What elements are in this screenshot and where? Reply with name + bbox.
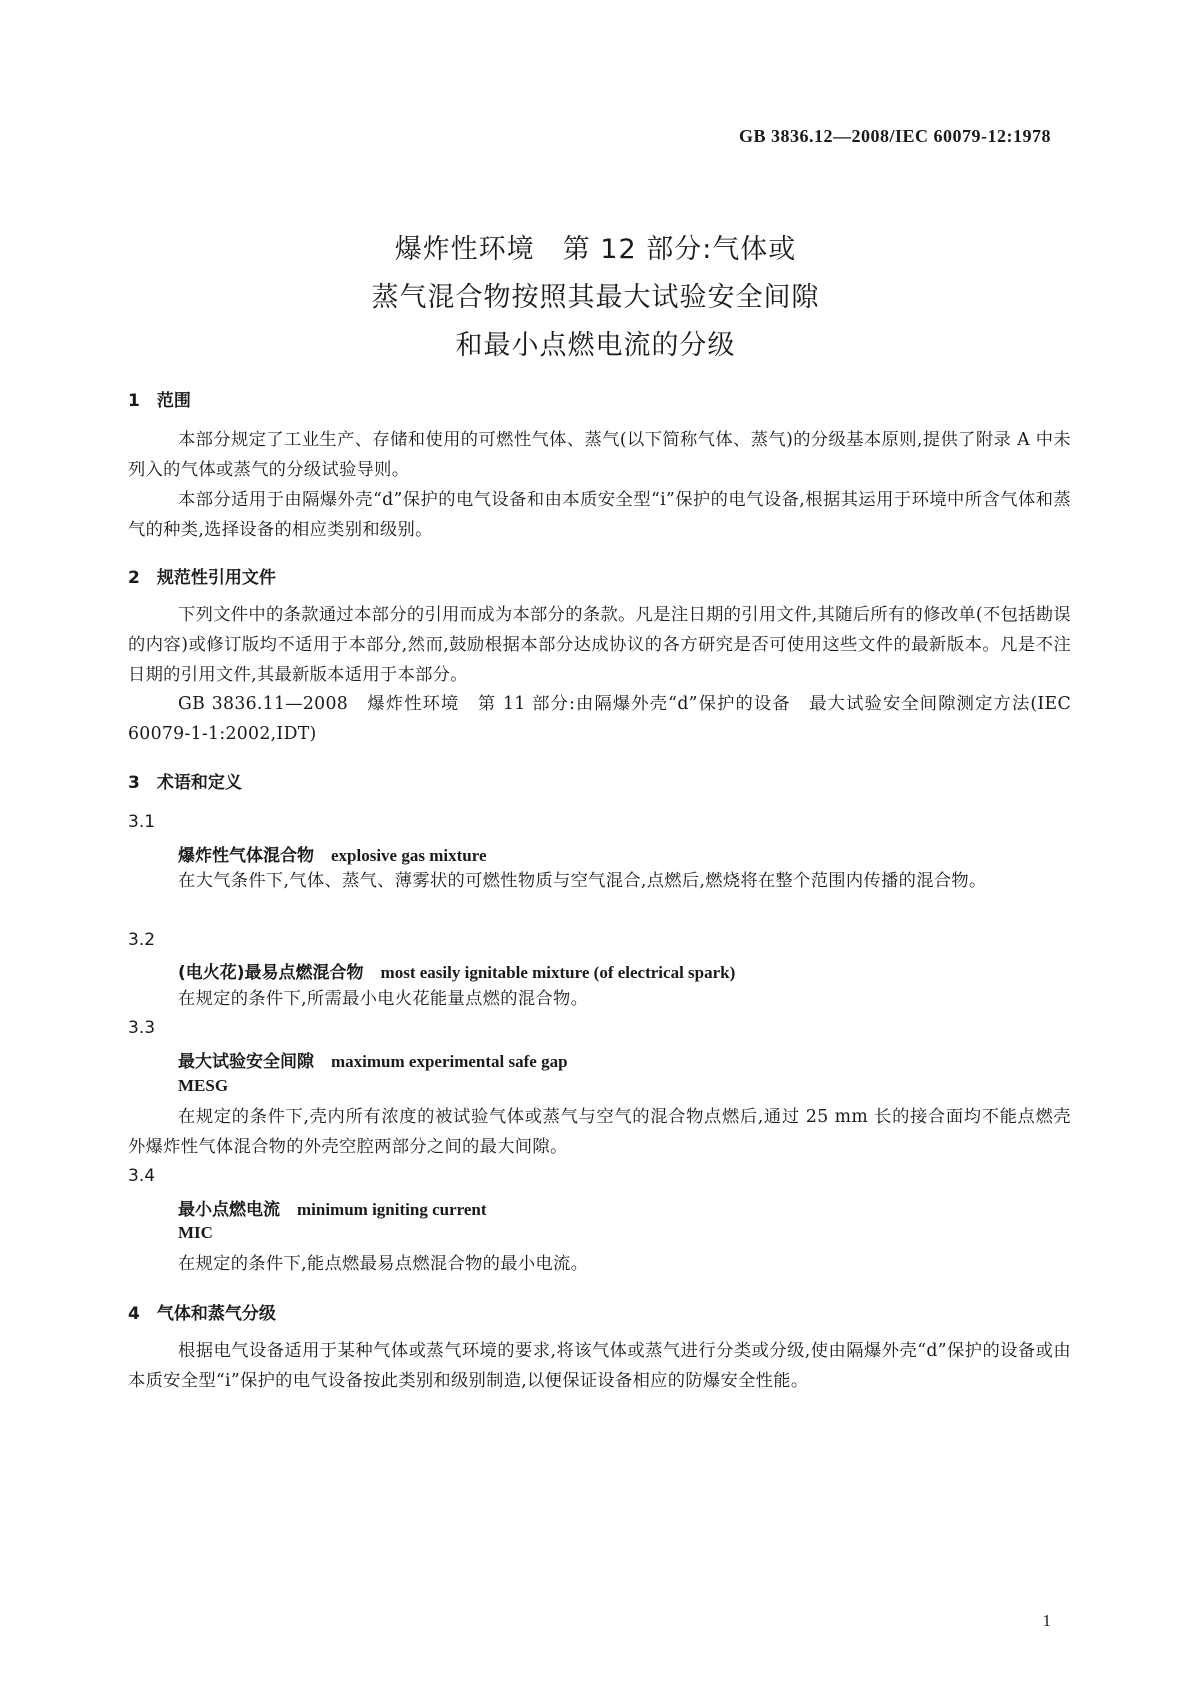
section-1-heading: 1 范围 — [128, 391, 191, 411]
term-heading — [178, 1195, 487, 1220]
term-definition: 在规定的条件下,壳内所有浓度的被试验气体或蒸气与空气的混合物点燃后,通过 25 mm 长的接合面均不能点燃壳外爆炸性气体混合物的外壳空腔两部分之间的最大间隙。 — [128, 1107, 1071, 1157]
term-heading — [178, 1047, 568, 1072]
document-title — [0, 226, 1191, 370]
term-heading — [178, 841, 487, 866]
title-line-3: 和最小点燃电流的分级 — [455, 330, 736, 361]
term-abbreviation: MIC — [178, 1223, 213, 1242]
term-chinese: 爆炸性气体混合物 — [178, 846, 314, 866]
clause-number: 3.2 — [128, 930, 156, 950]
term-definition: 在大气条件下,气体、蒸气、薄雾状的可燃性物质与空气混合,点燃后,燃烧将在整个范围内传播的混合物。 — [178, 871, 987, 891]
section-2-reference: GB 3836.11—2008 爆炸性环境 第 11 部分:由隔爆外壳“d”保护的设备 最大试验安全间隙测定方法(IEC 60079-1-1:2002,IDT) — [128, 694, 1071, 744]
standard-code: GB 3836.12—2008/IEC 60079-12:1978 — [738, 126, 1051, 146]
term-chinese: 最小点燃电流 — [178, 1200, 280, 1220]
term-english: maximum experimental safe gap — [331, 1052, 568, 1071]
section-4-heading: 4 气体和蒸气分级 — [128, 1304, 276, 1324]
section-1-paragraph-1: 本部分规定了工业生产、存储和使用的可燃性气体、蒸气(以下简称气体、蒸气)的分级基本原则,提供了附录 A 中未列入的气体或蒸气的分级试验导则。 — [128, 430, 1071, 480]
section-1-paragraph-2: 本部分适用于由隔爆外壳“d”保护的电气设备和由本质安全型“i”保护的电气设备,根据其运用于环境中所含气体和蒸气的种类,选择设备的相应类别和级别。 — [128, 490, 1071, 540]
section-2-heading: 2 规范性引用文件 — [128, 568, 276, 588]
section-4-paragraph-1: 根据电气设备适用于某种气体或蒸气环境的要求,将该气体或蒸气进行分类或分级,使由隔爆外壳“d”保护的设备或由本质安全型“i”保护的电气设备按此类别和级别制造,以便保证设备相应的防爆安全性能。 — [128, 1341, 1071, 1391]
term-chinese: 最大试验安全间隙 — [178, 1052, 314, 1072]
clause-number: 3.4 — [128, 1166, 156, 1186]
page-number: 1 — [1042, 1611, 1051, 1630]
term-abbreviation: MESG — [178, 1076, 229, 1095]
term-definition: 在规定的条件下,所需最小电火花能量点燃的混合物。 — [178, 989, 589, 1009]
term-english: explosive gas mixture — [331, 846, 487, 865]
title-line-1: 爆炸性环境 第 12 部分:气体或 — [394, 234, 797, 265]
section-2-paragraph-1: 下列文件中的条款通过本部分的引用而成为本部分的条款。凡是注日期的引用文件,其随后所有的修改单(不包括勘误的内容)或修订版均不适用于本部分,然而,鼓励根据本部分达成协议的各方研究是否可使用这些文件的最新版本。凡是不注日期的引用文件,其最新版本适用于本部分。 — [128, 605, 1071, 685]
clause-number: 3.1 — [128, 812, 156, 832]
section-3-heading: 3 术语和定义 — [128, 773, 242, 793]
clause-number: 3.3 — [128, 1018, 156, 1038]
term-chinese: (电火花)最易点燃混合物 — [178, 963, 364, 983]
term-definition: 在规定的条件下,能点燃最易点燃混合物的最小电流。 — [178, 1254, 589, 1274]
term-english: most easily ignitable mixture (of electrical spark) — [380, 963, 736, 982]
term-english: minimum igniting current — [297, 1200, 487, 1219]
term-heading — [178, 958, 735, 983]
title-line-2: 蒸气混合物按照其最大试验安全间隙 — [371, 282, 820, 313]
